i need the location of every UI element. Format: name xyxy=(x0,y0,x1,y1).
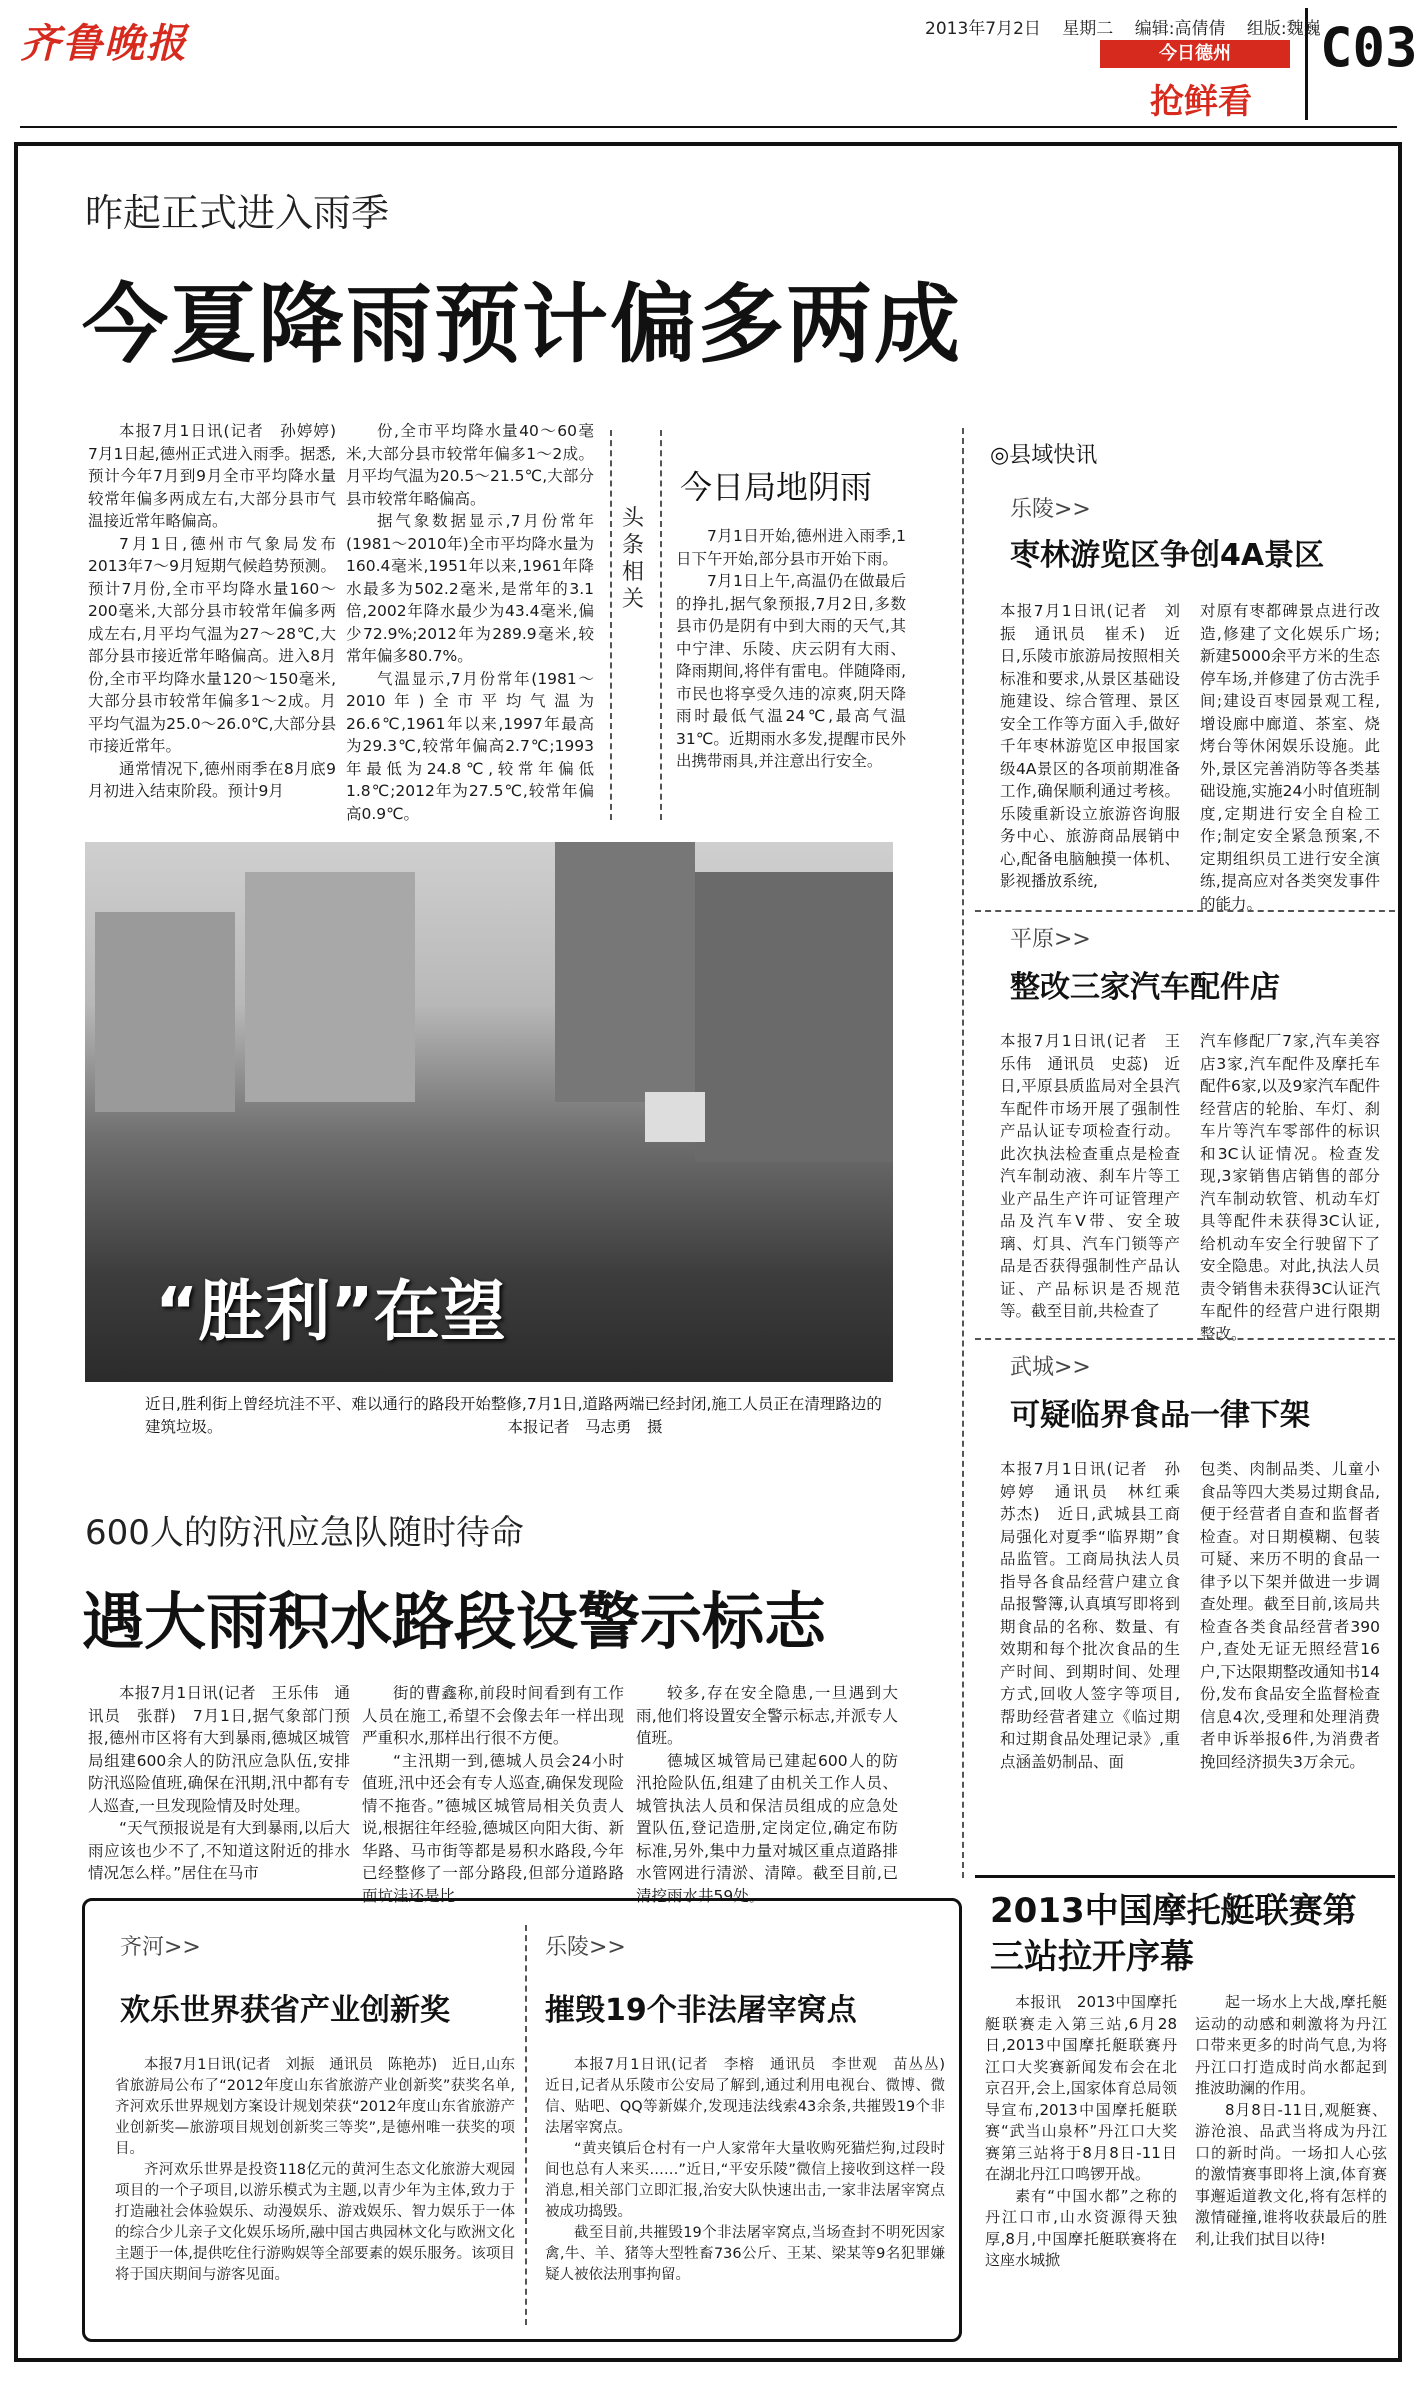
column-divider xyxy=(610,430,612,820)
lead-column-2 xyxy=(346,420,594,823)
brief-paragraph: 截至目前,共摧毁19个非法屠宰窝点,当场查封不明死因家禽,牛、羊、猪等大型牲畜736公斤、王某、梁某等9名犯罪嫌疑人被依法刑事拘留。 xyxy=(545,2225,945,2283)
page-number: C03 xyxy=(1305,8,1418,120)
flood-kicker: 600人的防汛应急队随时待命 xyxy=(85,1513,524,1553)
county-news-header: ◎县域快讯 xyxy=(990,443,1098,468)
county-separator xyxy=(975,1338,1395,1340)
lead-kicker: 昨起正式进入雨季 xyxy=(85,191,390,235)
photo-truck xyxy=(645,1092,705,1142)
lead-column-1 xyxy=(88,420,352,810)
brief-paragraph: “黄夹镇后仓村有一户人家常年大量收购死猫烂狗,过段时间也总有人来买……”近日,“平安乐陵”微信上接收到这样一段消息,相关部门立即汇报,治安大队快速出击,一家非法屠宰窝点被成功捣毁。 xyxy=(545,2141,945,2220)
photo-building xyxy=(555,842,695,1102)
brief-title: 欢乐世界获省产业创新奖 xyxy=(120,1993,450,2028)
section-label: 今日德州 xyxy=(1100,40,1290,68)
county-text: 对原有枣都碑景点进行改造,修建了文化娱乐广场;新建5000余平方米的生态停车场,并修建了仿古洗手间;建设百枣园景观工程,增设廊中廊道、茶室、烧烤台等休闲娱乐设施。此外,景区完善消防等各类基础设施,实施24小时值班制度,定期进行安全自检工作;制定安全紧急预案,不定期组织员工进行安全演练,提高应对各类突发事件的能力。 xyxy=(1200,602,1380,913)
newspaper-logo: 齐鲁晚报 xyxy=(20,20,188,67)
moto-paragraph: 素有“中国水都”之称的丹江口市,山水资源得天独厚,8月,中国摩托艇联赛将在这座水城掀 xyxy=(985,2186,1177,2269)
flood-headline: 遇大雨积水路段设警示标志 xyxy=(82,1585,827,1658)
issue-weekday: 星期二 xyxy=(1062,19,1114,39)
county-region: 乐陵>> xyxy=(1010,497,1091,522)
county-region: 平原>> xyxy=(1010,927,1091,952)
photo-overlay-title: “胜利”在望 xyxy=(155,1273,506,1350)
flood-paragraph: “天气预报说是有大到暴雨,以后大雨应该也少不了,不知道这附近的排水情况怎么样。”居住在马市 xyxy=(88,1819,350,1882)
lead-paragraph: 据气象数据显示,7月份常年(1981～2010年)全市平均降水量为160.4毫米,1951年以来,1961年降水最多为502.2毫米,是常年的3.1倍,2002年降水最少为43.4毫米,偏少72.9%;2012年为289.9毫米,较常年偏多80.7%。 xyxy=(346,512,594,665)
brief-paragraph: 本报7月1日讯(记者 刘振 通讯员 陈艳苏) 近日,山东省旅游局公布了“2012年度山东省旅游产业创新奖”获奖名单,齐河欢乐世界规划方案设计规划荣获“2012年度山东省旅游产业创新奖—旅游项目规划创新奖三等奖”,是德州唯一获奖的项目。 xyxy=(115,2057,515,2157)
flood-paragraph: 德城区城管局已建起600人的防汛抢险队伍,组建了由机关工作人员、城管执法人员和保洁员组成的应急处置队伍,登记造册,定岗定位,确定布防标准,另外,集中力量对城区重点道路排水管网进行清淤、清障。截至目前,已清挖雨水井59处。 xyxy=(636,1751,898,1905)
lead-paragraph: 通常情况下,德州雨季在8月底9月初进入结束阶段。预计9月 xyxy=(88,759,336,800)
moto-column-1 xyxy=(985,1992,1177,2342)
related-title: 今日局地阴雨 xyxy=(680,468,873,506)
brief-title: 摧毁19个非法屠宰窝点 xyxy=(545,1993,857,2028)
moto-column-2 xyxy=(1195,1992,1387,2342)
layout-credit: 组版:魏巍 xyxy=(1246,19,1321,39)
flood-paragraph: “主汛期一到,德城人员会24小时值班,汛中还会有专人巡查,确保发现险情不拖沓。”德城区城管局相关负责人说,根据往年经验,德城区向阳大街、新华路、马市街等都是易积水路段,今年已经整修了一部分路段,但部分道路路面坑洼还是比 xyxy=(362,1751,624,1905)
editor-credit: 编辑:高倩倩 xyxy=(1134,19,1226,39)
photo-building xyxy=(95,912,235,1112)
moto-paragraph: 本报讯 2013中国摩托艇联赛走入第三站,6月28日,2013中国摩托艇联赛丹江口大奖赛新闻发布会在北京召开,会上,国家体育总局领导宣布,2013中国摩托艇联赛“武当山泉杯”丹江口大奖赛第三站将于8月8日-11日在湖北丹江口鸣锣开战。 xyxy=(985,1993,1177,2183)
moto-title: 2013中国摩托艇联赛第三站拉开序幕 xyxy=(990,1891,1357,1977)
brief-region: 乐陵>> xyxy=(545,1935,626,1960)
county-title: 枣林游览区争创4A景区 xyxy=(1010,538,1325,573)
county-separator xyxy=(975,910,1395,912)
lead-paragraph: 份,全市平均降水量40～60毫米,大部分县市较常年偏多1～2成。月平均气温为20.5～21.5℃,大部分县市较常年略偏高。 xyxy=(346,422,594,508)
county-text: 本报7月1日讯(记者 孙婷婷 通讯员 林红乘 苏杰) 近日,武城县工商局强化对夏季“临界期”食品监管。工商局执法人员指导各食品经营户建立食品报警簿,认真填写即将到期食品的名称、数量、有效期和每个批次食品的生产时间、到期时间、处理方式,回收人签字等项目,帮助经营者建立《临过期和过期食品处理记录》,重点涵盖奶制品、面 xyxy=(1000,1460,1196,1771)
issue-date: 2013年7月2日 xyxy=(925,19,1041,39)
photo-building xyxy=(695,872,893,1162)
photo-caption xyxy=(145,1393,885,1439)
flood-paragraph: 本报7月1日讯(记者 王乐伟 通讯员 张群) 7月1日,据气象部门预报,德州市区将有大到暴雨,德城区城管局组建600余人的防汛应急队伍,安排防汛巡险值班,确保在汛期,汛中都有专人巡查,一旦发现险情及时处理。 xyxy=(88,1684,350,1815)
masthead-rule xyxy=(20,126,1397,128)
flood-column-2 xyxy=(362,1682,624,1905)
masthead-meta xyxy=(925,14,1337,39)
lead-headline: 今夏降雨预计偏多两成 xyxy=(82,275,962,375)
section-subtitle: 抢鲜看 xyxy=(1150,82,1252,122)
flood-paragraph: 街的曹鑫称,前段时间看到有工作人员在施工,希望不会像去年一样出现严重积水,那样出行很不方便。 xyxy=(362,1684,624,1747)
brief-region: 齐河>> xyxy=(120,1935,201,1960)
related-paragraph: 7月1日上午,高温仍在做最后的挣扎,据气象预报,7月2日,多数县市仍是阴有中到大雨的天气,其中宁津、乐陵、庆云阴有大雨、降雨期间,将伴有雷电。伴随降雨,市民也将享受久违的凉爽,阴天降雨时最低气温24℃,最高气温31℃。近期雨水多发,提醒市民外出携带雨具,并注意出行安全。 xyxy=(676,572,906,770)
related-paragraph: 7月1日开始,德州进入雨季,1日下午开始,部分县市开始下雨。 xyxy=(676,527,906,568)
photo-caption-text: 近日,胜利街上曾经坑洼不平、难以通行的路段开始整修,7月1日,道路两端已经封闭,施工人员正在清理路边的建筑垃圾。 xyxy=(145,1395,882,1436)
moto-rule xyxy=(975,1875,1395,1878)
county-text: 本报7月1日讯(记者 王乐伟 通讯员 史蕊) 近日,平原县质监局对全县汽车配件市场开展了强制性产品认证专项检查行动。此次执法检查重点是检查汽车制动液、刹车片等工业产品生产许可证管理产品及汽车V带、安全玻璃、灯具、汽车门锁等产品是否获得强制性产品认证、产品标识是否规范等。截至目前,共检查了 xyxy=(1000,1032,1180,1320)
brief-paragraph: 本报7月1日讯(记者 李榕 通讯员 李世观 苗丛丛) 近日,记者从乐陵市公安局了解到,通过利用电视台、微博、微信、贴吧、QQ等新媒介,发现违法线索43余条,共摧毁19个非法屠宰窝点。 xyxy=(545,2057,960,2136)
column-divider xyxy=(660,430,662,820)
lead-paragraph: 7月1日,德州市气象局发布2013年7～9月短期气候趋势预测。预计7月份,全市平均降水量160～200毫米,大部分县市较常年偏多两成左右,月平均气温为27～28℃,大部分县市接近常年略偏高。进入8月份,全市平均降水量120～150毫米,大部分县市较常年偏多1～2成。月平均气温为25.0～26.0℃,大部分县市接近常年。 xyxy=(88,534,336,755)
county-text: 汽车修配厂7家,汽车美容店3家,汽车配件及摩托车配件6家,以及9家汽车配件经营店的轮胎、车灯、刹车片等汽车零部件的标识和3C认证情况。检查发现,3家销售店销售的部分汽车制动软管、机动车灯具等配件未获得3C认证,给机动车安全行驶留下了安全隐患。对此,执法人员责令销售未获得3C认证汽车配件的经营户进行限期整改。 xyxy=(1200,1032,1380,1343)
flood-column-3 xyxy=(636,1682,898,1905)
county-text: 包类、肉制品类、儿童小食品等四大类易过期食品,便于经营者自查和监督者检查。对日期模糊、包装可疑、来历不明的食品一律予以下架并做进一步调查处理。截至目前,该局共检查各类食品经营者390户,查处无证无照经营16户,下达限期整改通知书14份,发布食品安全监督检查信息4次,受理和处理消费者申诉举报6件,为消费者挽回经济损失3万余元。 xyxy=(1200,1460,1380,1771)
moto-paragraph: 8月8日-11日,观艇赛、游沧浪、品武当将成为丹江口的新时尚。一场扣人心弦的激情赛事即将上演,体育赛事邂逅道教文化,将有怎样的激情碰撞,谁将收获最后的胜利,让我们拭目以待! xyxy=(1195,2100,1387,2248)
county-title: 可疑临界食品一律下架 xyxy=(1010,1398,1310,1433)
brief-paragraph: 齐河欢乐世界是投资118亿元的黄河生态文化旅游大观园项目的一个子项目,以游乐模式为主题,以青少年为主体,致力于打造融社会体验娱乐、动漫娱乐、游戏娱乐、智力娱乐于一体的综合少儿亲子文化娱乐场所,融中国古典园林文化与欧洲文化主题于一体,提供吃住行游购娱等全部要素的娱乐服务。该项目将于国庆期间与游客见面。 xyxy=(115,2162,515,2283)
county-text: 本报7月1日讯(记者 刘振 通讯员 崔禾) 近日,乐陵市旅游局按照相关标准和要求,从景区基础设施建设、综合管理、景区安全工作等方面入手,做好千年枣林游览区申报国家级4A景区的各项前期准备工作,确保顺利通过考核。乐陵重新设立旅游咨询服务中心、旅游商品展销中心,配备电脑触摸一体机、影视播放系统, xyxy=(1000,602,1180,890)
lead-paragraph: 气温显示,7月份常年(1981～2010年)全市平均气温为26.6℃,1961年以来,1997年最高为29.3℃,较常年偏高2.7℃;1993年最低为24.8℃,较常年偏低1.8℃;2012年为27.5℃,较常年偏高0.9℃。 xyxy=(346,669,594,823)
related-text xyxy=(676,525,906,815)
county-region: 武城>> xyxy=(1010,1355,1091,1380)
brief-divider xyxy=(525,1925,527,2325)
flood-paragraph: 较多,存在安全隐患,一旦遇到大雨,他们将设置安全警示标志,并派专人值班。 xyxy=(636,1684,898,1747)
brief-text xyxy=(545,2055,960,2335)
brief-text xyxy=(115,2055,515,2335)
county-title: 整改三家汽车配件店 xyxy=(1010,970,1280,1005)
photo-credit: 本报记者 马志勇 摄 xyxy=(507,1418,663,1436)
county-divider xyxy=(962,428,964,1878)
lead-paragraph: 本报7月1日讯(记者 孙婷婷) 7月1日起,德州正式进入雨季。据悉,预计今年7月到9月全市平均降水量较常年偏多两成左右,大部分县市气温接近常年略偏高。 xyxy=(88,422,352,530)
moto-paragraph: 起一场水上大战,摩托艇运动的动感和刺激将为丹江口带来更多的时尚气息,为将丹江口打造成时尚水都起到推波助澜的作用。 xyxy=(1195,1993,1387,2097)
related-label: 头条相关 xyxy=(621,506,644,612)
flood-column-1 xyxy=(88,1682,350,1882)
photo-building xyxy=(245,872,415,1102)
